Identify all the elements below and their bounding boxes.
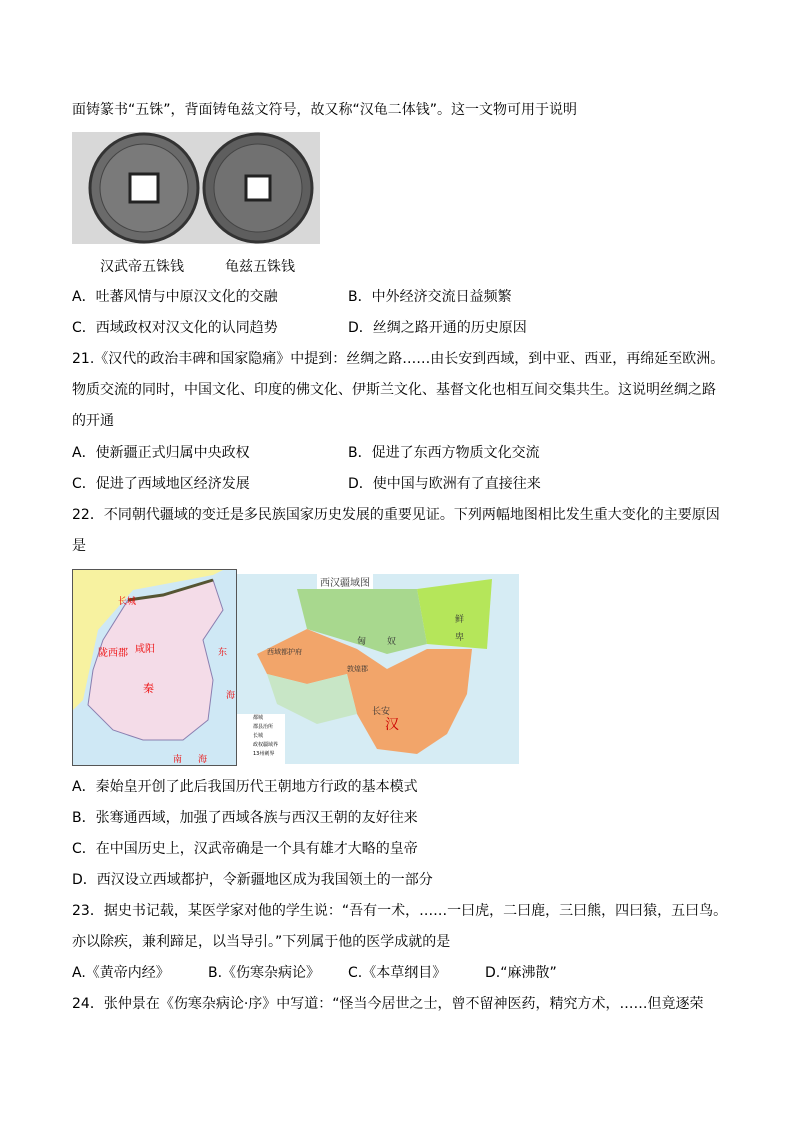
map-title: 西汉疆域图 bbox=[317, 574, 373, 589]
coins-illustration bbox=[72, 132, 320, 244]
coin-image bbox=[72, 132, 320, 244]
option-a: A．使新疆正式归属中央政权 bbox=[72, 445, 250, 461]
legend-item: 郡县治所 bbox=[253, 724, 274, 730]
option-b: B.《伤寒杂病论》 bbox=[208, 965, 321, 981]
map-label: 长安 bbox=[372, 707, 391, 717]
coin-caption-right: 龟兹五铢钱 bbox=[225, 259, 295, 275]
option-a: A．秦始皇开创了此后我国历代王朝地方行政的基本模式 bbox=[72, 779, 418, 795]
question-22-line: 22．不同朝代疆域的变迁是多民族国家历史发展的重要见证。下列两幅地图相比发生重大变化的主要原因 bbox=[72, 507, 720, 523]
option-c: C．在中国历史上，汉武帝确是一个具有雄才大略的皇帝 bbox=[72, 841, 418, 857]
map-label: 匈 bbox=[357, 637, 367, 647]
legend-item: 13州刺界 bbox=[253, 751, 275, 757]
map-label: 南 bbox=[173, 755, 183, 765]
question-21-line: 物质交流的同时，中国文化、印度的佛文化、伊斯兰文化、基督文化也相互间交集共生。这说明丝绸之路 bbox=[72, 382, 716, 398]
map-label: 咸阳 bbox=[135, 644, 155, 655]
question-23-line: 亦以除疾，兼利蹄足，以当导引。”下列属于他的医学成就的是 bbox=[72, 934, 451, 950]
map-label: 海 bbox=[198, 755, 208, 765]
map-label: 长城 bbox=[118, 597, 137, 607]
option-c: C．促进了西域地区经济发展 bbox=[72, 476, 250, 492]
legend-item: 都城 bbox=[253, 715, 264, 721]
map-label: 秦 bbox=[143, 682, 154, 695]
option-b: B．中外经济交流日益频繁 bbox=[348, 289, 512, 305]
map-label: 鲜 bbox=[455, 615, 465, 625]
coin-caption-left: 汉武帝五铢钱 bbox=[100, 259, 184, 275]
option-b: B．张骞通西域，加强了西域各族与西汉王朝的友好往来 bbox=[72, 810, 418, 826]
qin-map bbox=[72, 569, 237, 766]
question-23-line: 23．据史书记载，某医学家对他的学生说：“吾有一术，……一曰虎，二曰鹿，三曰熊，四曰猿，五曰鸟。 bbox=[72, 903, 728, 919]
option-c: C.《本草纲目》 bbox=[348, 965, 447, 981]
option-d: D．使中国与欧洲有了直接往来 bbox=[348, 476, 541, 492]
option-c: C．西域政权对汉文化的认同趋势 bbox=[72, 320, 278, 336]
question-text: 面铸篆书“五铢”，背面铸龟兹文符号，故又称“汉龟二体钱”。这一文物可用于说明 bbox=[72, 102, 578, 118]
question-21-line: 的开通 bbox=[72, 413, 114, 429]
map-label: 东 bbox=[218, 648, 228, 658]
map-label: 卑 bbox=[455, 633, 465, 643]
map-label: 海 bbox=[226, 691, 236, 701]
map-label: 奴 bbox=[387, 637, 397, 647]
option-a: A.《黄帝内经》 bbox=[72, 965, 170, 981]
legend-item: 政权疆域界 bbox=[253, 742, 279, 748]
option-b: B．促进了东西方物质文化交流 bbox=[348, 445, 540, 461]
question-21-line: 21.《汉代的政治丰碑和国家隐痛》中提到：丝绸之路……由长安到西域，到中亚、西亚，再绵延至欧洲。 bbox=[72, 351, 725, 367]
option-d: D.“麻沸散” bbox=[485, 965, 557, 981]
map-label: 西域都护府 bbox=[267, 648, 302, 656]
western-han-map bbox=[237, 574, 519, 764]
option-d: D．西汉设立西域都护，令新疆地区成为我国领土的一部分 bbox=[72, 872, 433, 888]
legend-item: 长城 bbox=[253, 733, 264, 739]
qin-map-shape bbox=[73, 570, 236, 765]
map-label: 敦煌郡 bbox=[347, 665, 368, 673]
map-label: 汉 bbox=[385, 717, 399, 733]
option-d: D．丝绸之路开通的历史原因 bbox=[348, 320, 527, 336]
map-label: 陇西郡 bbox=[98, 648, 128, 659]
question-24-line: 24．张仲景在《伤寒杂病论·序》中写道：“怪当今居世之士，曾不留神医药，精究方术，……但竟逐荣 bbox=[72, 996, 704, 1012]
question-22-line: 是 bbox=[72, 538, 86, 554]
option-a: A．吐蕃风情与中原汉文化的交融 bbox=[72, 289, 278, 305]
map-legend bbox=[237, 714, 285, 764]
